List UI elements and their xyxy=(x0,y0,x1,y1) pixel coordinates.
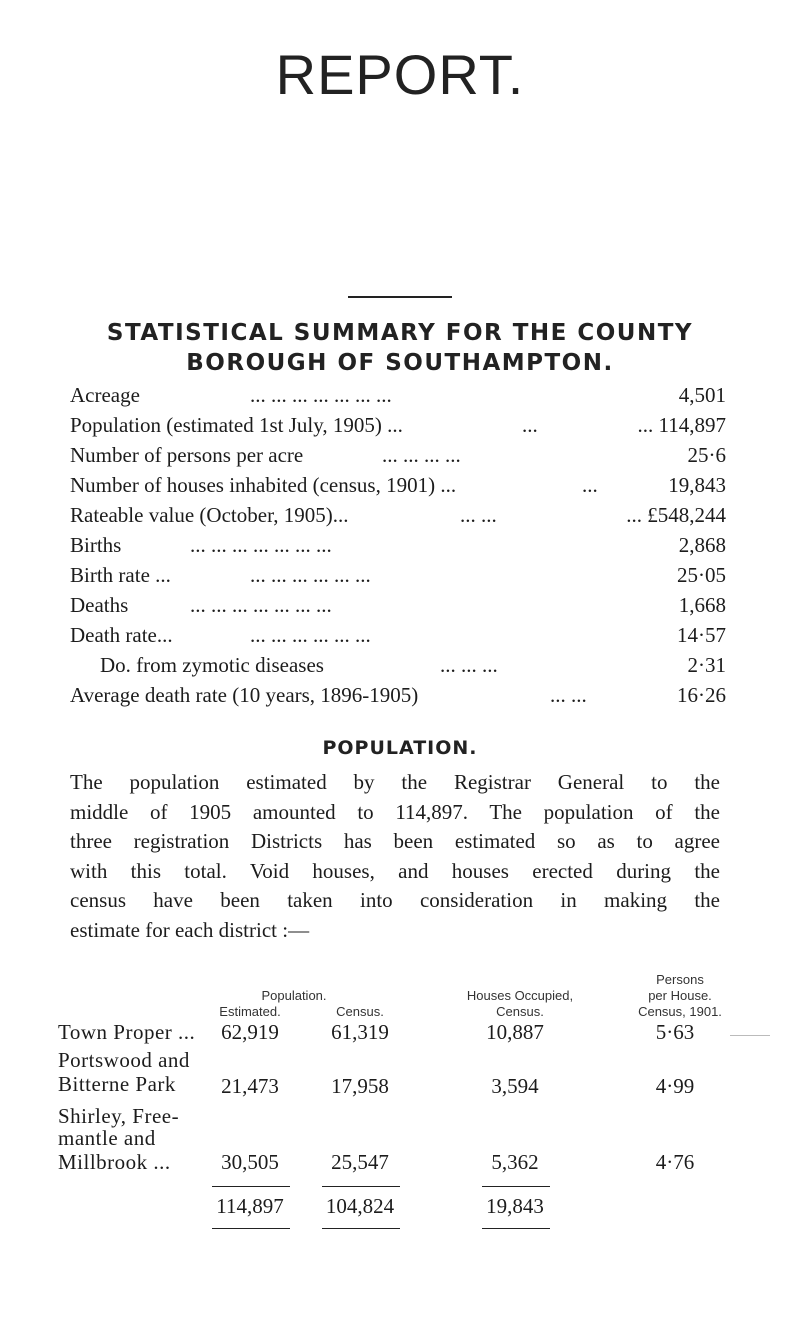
header-census: Census. xyxy=(336,1004,384,1019)
summary-label: Birth rate ... xyxy=(70,563,171,587)
summary-label: Deaths xyxy=(70,593,129,617)
summary-value: 2·31 xyxy=(687,653,726,677)
leader-dots: ... ... xyxy=(550,683,587,707)
summary-row-acreage xyxy=(70,383,726,413)
leader-dots: ... ... ... ... ... ... ... xyxy=(190,593,332,617)
paragraph-line: middle of 1905 amounted to 114,897. The population of the xyxy=(70,799,720,824)
summary-row-birth-rate xyxy=(70,563,726,593)
cell-census: 61,319 xyxy=(331,1020,389,1044)
summary-label: Rateable value (October, 1905)... xyxy=(70,503,349,527)
paragraph-line: census have been taken into consideration in making the xyxy=(70,888,720,912)
summary-label: Births xyxy=(70,533,122,557)
summary-label: Number of persons per acre xyxy=(70,443,304,467)
summary-row-births xyxy=(70,533,726,563)
cell-census: 25,547 xyxy=(331,1150,389,1174)
paragraph-line: three registration Districts has been estimated so as to agree xyxy=(70,829,720,853)
row-label: Millbrook ... xyxy=(58,1150,171,1174)
paragraph-line: with this total. Void houses, and houses erected during the xyxy=(70,858,720,883)
summary-value: 16·26 xyxy=(677,683,726,707)
leader-dots: ... ... ... ... ... ... xyxy=(250,623,371,647)
row-marker xyxy=(730,1035,770,1036)
sum-rule-bottom-census xyxy=(322,1228,400,1229)
cell-houses: 3,594 xyxy=(491,1074,539,1098)
row-label: mantle and xyxy=(58,1126,156,1150)
summary-row-average-death-rate xyxy=(70,683,726,713)
summary-value: 2,868 xyxy=(678,533,726,557)
cell-houses: 5,362 xyxy=(491,1150,539,1174)
row-label: Town Proper ... xyxy=(58,1020,196,1044)
row-label: Bitterne Park xyxy=(58,1072,176,1096)
summary-row-zymotic xyxy=(100,653,726,683)
row-label: Shirley, Free- xyxy=(58,1104,180,1128)
cell-persons: 5·63 xyxy=(655,1020,695,1044)
summary-value: 14·57 xyxy=(677,623,726,647)
summary-value: 25·6 xyxy=(687,443,726,467)
cell-estimated: 30,505 xyxy=(221,1150,279,1174)
summary-heading-line1: STATISTICAL SUMMARY FOR THE COUNTY xyxy=(106,320,694,346)
leader-dots: ... ... xyxy=(460,503,497,527)
row-label: Portswood and xyxy=(58,1048,190,1072)
sum-rule-top-census xyxy=(322,1186,400,1187)
summary-row-death-rate xyxy=(70,623,726,653)
header-census-1901: Census, 1901. xyxy=(638,1004,722,1019)
summary-label: Death rate... xyxy=(70,623,173,647)
page-title: REPORT. xyxy=(275,43,525,106)
cell-estimated: 62,919 xyxy=(221,1020,279,1044)
summary-label: Acreage xyxy=(70,383,140,407)
header-population: Population. xyxy=(261,988,327,1003)
summary-row-population xyxy=(70,413,726,443)
summary-heading-line2: BOROUGH OF SOUTHAMPTON. xyxy=(186,350,614,376)
leader-dots: ... ... ... ... ... ... ... xyxy=(250,383,392,407)
leader-dots: ... xyxy=(582,473,598,497)
total-census: 104,824 xyxy=(325,1194,395,1218)
cell-census: 17,958 xyxy=(331,1074,389,1098)
leader-dots: ... ... ... ... ... ... ... xyxy=(190,533,332,557)
summary-value: 1,668 xyxy=(678,593,726,617)
sum-rule-top-houses xyxy=(482,1186,550,1187)
leader-dots: ... ... ... ... xyxy=(382,443,461,467)
paragraph-line: The population estimated by the Registrar General to the xyxy=(70,770,720,794)
paragraph-line: estimate for each district :— xyxy=(70,917,310,942)
summary-value: 25·05 xyxy=(677,563,726,587)
summary-label: Do. from zymotic diseases xyxy=(100,653,324,677)
population-heading: POPULATION. xyxy=(322,737,478,759)
leader-dots: ... xyxy=(522,413,538,437)
summary-label: Average death rate (10 years, 1896-1905) xyxy=(70,683,419,707)
leader-dots: ... ... ... xyxy=(440,653,498,677)
summary-value: 4,501 xyxy=(678,383,726,407)
cell-houses: 10,887 xyxy=(486,1020,544,1044)
summary-value: ... 114,897 xyxy=(637,413,726,437)
header-estimated: Estimated. xyxy=(219,1004,281,1019)
total-houses: 19,843 xyxy=(486,1194,544,1218)
cell-estimated: 21,473 xyxy=(221,1074,279,1098)
sum-rule-bottom-houses xyxy=(482,1228,550,1229)
leader-dots: ... ... ... ... ... ... xyxy=(250,563,371,587)
header-houses-census: Census. xyxy=(496,1004,544,1019)
sum-rule-bottom-estimated xyxy=(212,1228,290,1229)
header-houses-occupied: Houses Occupied, xyxy=(466,988,574,1003)
header-per-house: per House. xyxy=(648,988,712,1003)
summary-row-deaths xyxy=(70,593,726,623)
summary-row-houses-inhabited xyxy=(70,473,726,503)
summary-value: 19,843 xyxy=(668,473,726,497)
total-estimated: 114,897 xyxy=(216,1194,284,1218)
cell-persons: 4·76 xyxy=(655,1150,695,1174)
summary-row-rateable-value xyxy=(70,503,726,533)
cell-persons: 4·99 xyxy=(655,1074,695,1098)
population-paragraph xyxy=(70,768,720,945)
summary-label: Population (estimated 1st July, 1905) ... xyxy=(70,413,403,437)
title-underline xyxy=(348,296,452,298)
summary-label: Number of houses inhabited (census, 1901) ... xyxy=(70,473,457,497)
sum-rule-top-estimated xyxy=(212,1186,290,1187)
summary-value: ... £548,244 xyxy=(626,503,726,527)
header-persons: Persons xyxy=(656,972,704,987)
summary-row-persons-per-acre xyxy=(70,443,726,473)
